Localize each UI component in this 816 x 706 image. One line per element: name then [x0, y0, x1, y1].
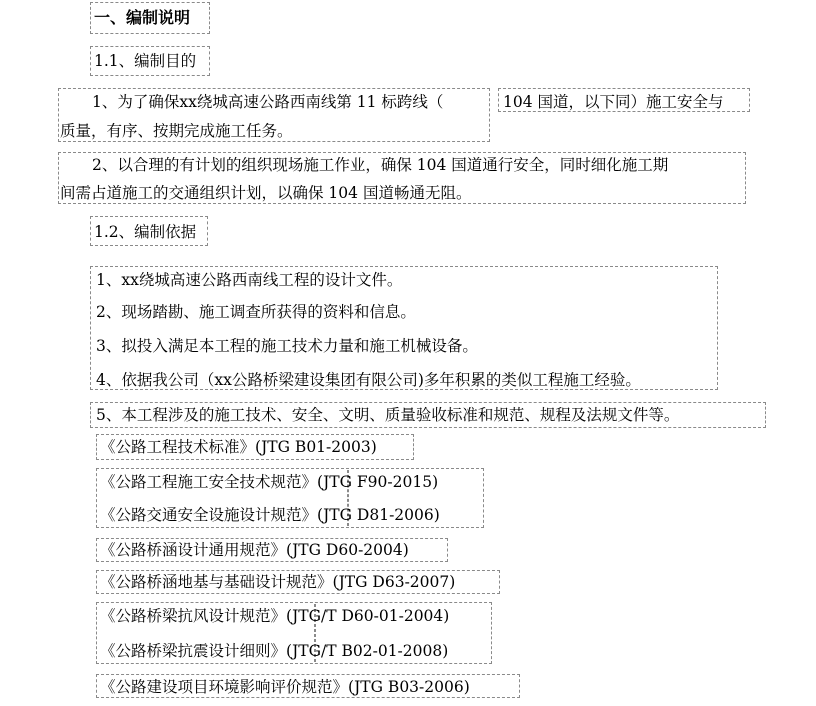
subsection-heading-purpose: 1.1、编制目的: [94, 52, 197, 70]
standard-code: (JTG/T B02-01-2008): [286, 642, 449, 660]
basis-item: 2、现场踏勘、施工调查所获得的资料和信息。: [96, 303, 416, 321]
purpose-para1-line1a: 1、为了确保xx绕城高速公路西南线第 11 标跨线（: [92, 93, 444, 111]
standard-item: [100, 540, 409, 560]
purpose-para1-line2: 质量，有序、按期完成施工任务。: [60, 122, 293, 140]
basis-item: 5、本工程涉及的施工技术、安全、文明、质量验收标准和规范、规程及法规文件等。: [96, 406, 680, 424]
standard-name: 《公路桥涵地基与基础设计规范》: [100, 573, 333, 591]
standard-code: (JTG B01-2003): [255, 438, 377, 456]
standard-code: (JTG B03-2006): [348, 678, 470, 696]
standard-name: 《公路工程施工安全技术规范》: [100, 473, 318, 491]
standard-item: [100, 677, 470, 697]
standard-item: [100, 505, 440, 525]
standard-code: (JTG D63-2007): [332, 573, 456, 591]
standard-code: (JTG D81-2006): [317, 506, 440, 524]
standard-name: 《公路桥梁抗震设计细则》: [100, 642, 287, 660]
purpose-para1-line1b: 104 国道，以下同）施工安全与: [503, 93, 724, 111]
standard-item: [100, 641, 448, 661]
standard-item: [100, 472, 438, 492]
standard-name: 《公路工程技术标准》: [100, 438, 256, 456]
basis-item: 3、拟投入满足本工程的施工技术力量和施工机械设备。: [96, 337, 478, 355]
standard-code: (JTG/T D60-01-2004): [286, 607, 450, 625]
standard-name: 《公路桥涵设计通用规范》: [100, 541, 287, 559]
standard-code: (JTG F90-2015): [317, 473, 439, 491]
standard-name: 《公路建设项目环境影响评价规范》: [100, 678, 349, 696]
purpose-para2-line2: 间需占道施工的交通组织计划，以确保 104 国道畅通无阻。: [60, 184, 472, 202]
basis-item: 4、依据我公司（xx公路桥梁建设集团有限公司)多年积累的类似工程施工经验。: [96, 371, 641, 389]
standard-item: [100, 606, 449, 626]
basis-item: 1、xx绕城高速公路西南线工程的设计文件。: [96, 271, 403, 289]
standard-name: 《公路桥梁抗风设计规范》: [100, 607, 287, 625]
standard-item: [100, 437, 377, 457]
subsection-heading-basis: 1.2、编制依据: [94, 223, 197, 241]
standard-code: (JTG D60-2004): [286, 541, 409, 559]
standard-item: [100, 572, 455, 592]
section-heading: 一、编制说明: [94, 8, 191, 27]
purpose-para2-line1: 2、以合理的有计划的组织现场施工作业，确保 104 国道通行安全，同时细化施工期: [92, 156, 669, 174]
standard-name: 《公路交通安全设施设计规范》: [100, 506, 318, 524]
